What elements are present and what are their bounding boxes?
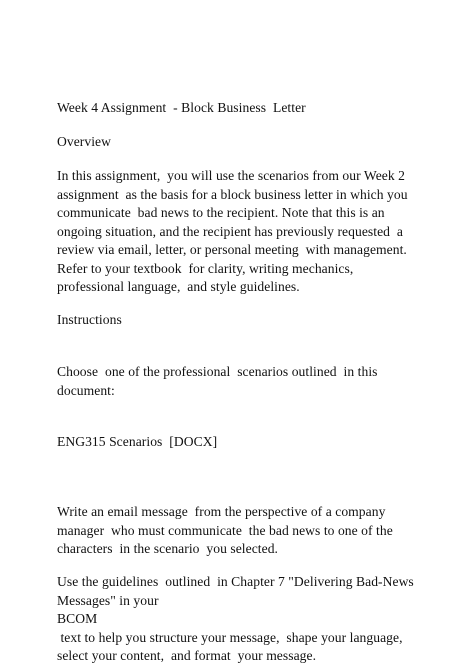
overview-line: Refer to your textbook for clarity, writing mechanics, (57, 260, 354, 276)
guideline-line: Use the guidelines outlined in Chapter 7 "Delivering Bad-News (57, 574, 414, 589)
email-line: characters in the scenario you selected. (57, 541, 279, 556)
guideline-line: Messages" in your (57, 592, 159, 608)
choose-line: Choose one of the professional scenarios outlined in this (57, 364, 378, 379)
document-title: Week 4 Assignment - Block Business Letter (57, 100, 306, 115)
overview-heading: Overview (57, 134, 111, 149)
overview-line: professional language, and style guidelines. (57, 279, 300, 294)
choose-line: document: (57, 382, 115, 398)
overview-line: ongoing situation, and the recipient has previously requested a (57, 223, 403, 239)
email-line: Write an email message from the perspective of a company (57, 504, 386, 519)
guideline-line: BCOM (57, 611, 98, 626)
overview-line: communicate bad news to the recipient. Note that this is an (57, 205, 385, 220)
scenario-document-link[interactable]: ENG315 Scenarios [DOCX] (57, 434, 218, 449)
email-line: manager who must communicate the bad news to one of the (57, 522, 393, 538)
overview-line: review via email, letter, or personal meeting with management. (57, 242, 407, 257)
overview-line: assignment as the basis for a block business letter in which you (57, 186, 408, 202)
guideline-line: text to help you structure your message, shape your language, (57, 629, 403, 645)
guideline-line: select your content, and format your message. (57, 648, 317, 663)
instructions-heading: Instructions (57, 312, 122, 327)
overview-line: In this assignment, you will use the scenarios from our Week 2 (57, 168, 406, 183)
